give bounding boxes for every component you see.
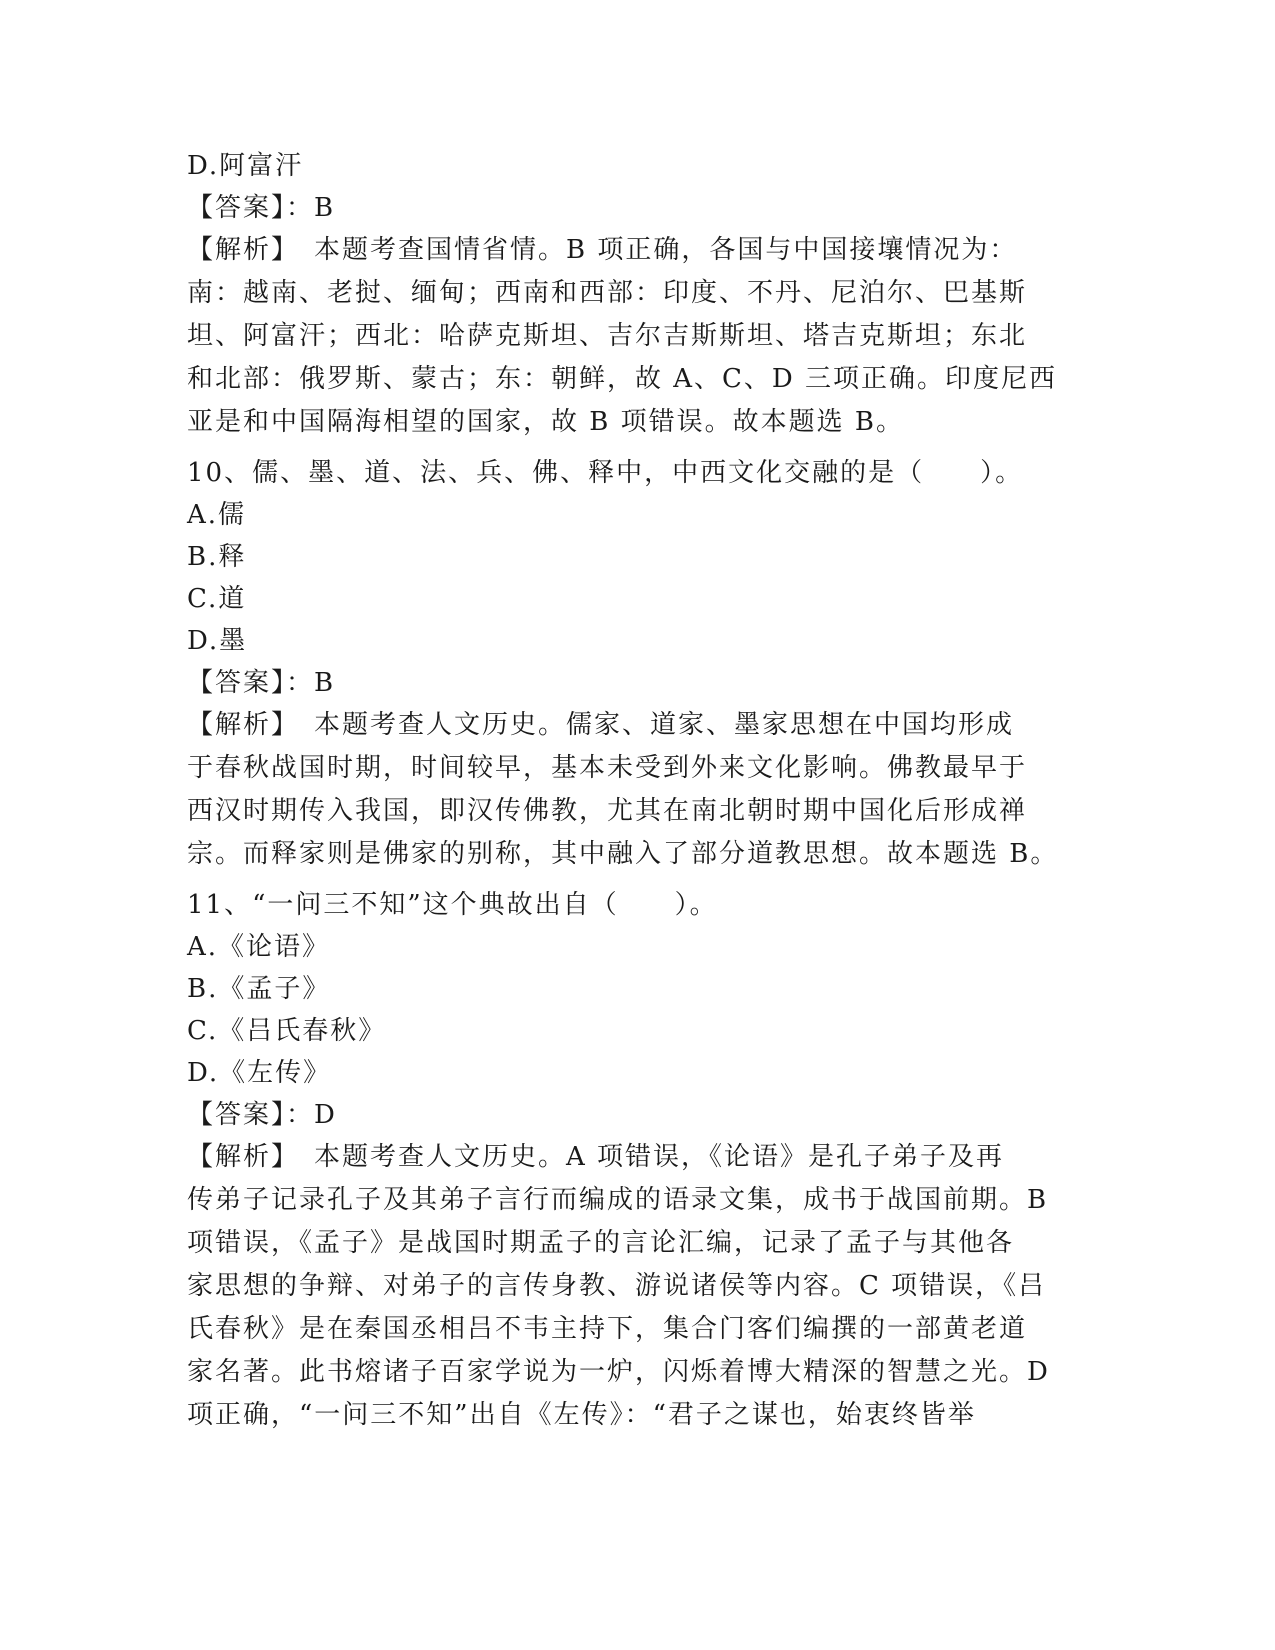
- q11-option-c: C.《吕氏春秋》: [187, 1016, 387, 1046]
- q11-analysis-line: 【解析】 本题考查人文历史。A 项错误，《论语》是孔子弟子及再: [187, 1142, 1005, 1172]
- q11-analysis-line: 项错误，《孟子》是战国时期孟子的言论汇编，记录了孟子与其他各: [187, 1228, 1015, 1258]
- q9-analysis-line: 【解析】 本题考查国情省情。B 项正确，各国与中国接壤情况为：: [187, 235, 1018, 265]
- document-page: [187, 145, 1087, 1437]
- q10-option-c: C.道: [187, 584, 247, 614]
- q10-analysis-line: 于春秋战国时期，时间较早，基本未受到外来文化影响。佛教最早于: [187, 753, 1028, 783]
- q9-analysis-line: 亚是和中国隔海相望的国家，故 B 项错误。故本题选 B。: [187, 407, 905, 437]
- q10-analysis: [187, 704, 1087, 876]
- q10-analysis-line: 【解析】 本题考查人文历史。儒家、道家、墨家思想在中国均形成: [187, 710, 1015, 740]
- q11-answer: 【答案】：D: [187, 1100, 337, 1130]
- q11-analysis: [187, 1136, 1087, 1437]
- q11-option-a: A.《论语》: [187, 932, 331, 962]
- q9-option-d: D.阿富汗: [187, 151, 304, 181]
- q10-option-d: D.墨: [187, 626, 248, 656]
- q9-analysis-line: 和北部：俄罗斯、蒙古；东：朝鲜，故 A、C、D 三项正确。印度尼西: [187, 364, 1058, 394]
- q11-analysis-line: 氏春秋》是在秦国丞相吕不韦主持下，集合门客们编撰的一部黄老道: [187, 1314, 1028, 1344]
- q11-option-b: B.《孟子》: [187, 974, 331, 1004]
- q9-analysis-line: 南：越南、老挝、缅甸；西南和西部：印度、不丹、尼泊尔、巴基斯: [187, 278, 1028, 308]
- q10-option-a: A.儒: [187, 500, 247, 530]
- q11-option-d: D.《左传》: [187, 1058, 332, 1088]
- q11-analysis-line: 传弟子记录孔子及其弟子言行而编成的语录文集，成书于战国前期。B: [187, 1185, 1049, 1215]
- spacer: [187, 876, 1087, 884]
- q11-analysis-line: 项正确，“一问三不知”出自《左传》：“君子之谋也，始衷终皆举: [187, 1400, 976, 1430]
- q11-analysis-line: 家思想的争辩、对弟子的言传身教、游说诸侯等内容。C 项错误，《吕: [187, 1271, 1047, 1301]
- q10-option-b: B.释: [187, 542, 247, 572]
- q11-question: 11、“一问三不知”这个典故出自（ ）。: [187, 890, 718, 920]
- spacer: [187, 444, 1087, 452]
- q9-analysis-line: 坦、阿富汗；西北：哈萨克斯坦、吉尔吉斯斯坦、塔吉克斯坦；东北: [187, 321, 1028, 351]
- q9-answer: 【答案】：B: [187, 193, 336, 223]
- q10-analysis-line: 西汉时期传入我国，即汉传佛教，尤其在南北朝时期中国化后形成禅: [187, 796, 1028, 826]
- q11-analysis-line: 家名著。此书熔诸子百家学说为一炉，闪烁着博大精深的智慧之光。D: [187, 1357, 1050, 1387]
- q10-answer: 【答案】：B: [187, 668, 336, 698]
- q10-question: 10、儒、墨、道、法、兵、佛、释中，中西文化交融的是（ ）。: [187, 458, 1024, 488]
- q10-analysis-line: 宗。而释家则是佛家的别称，其中融入了部分道教思想。故本题选 B。: [187, 839, 1059, 869]
- q9-analysis: [187, 229, 1087, 444]
